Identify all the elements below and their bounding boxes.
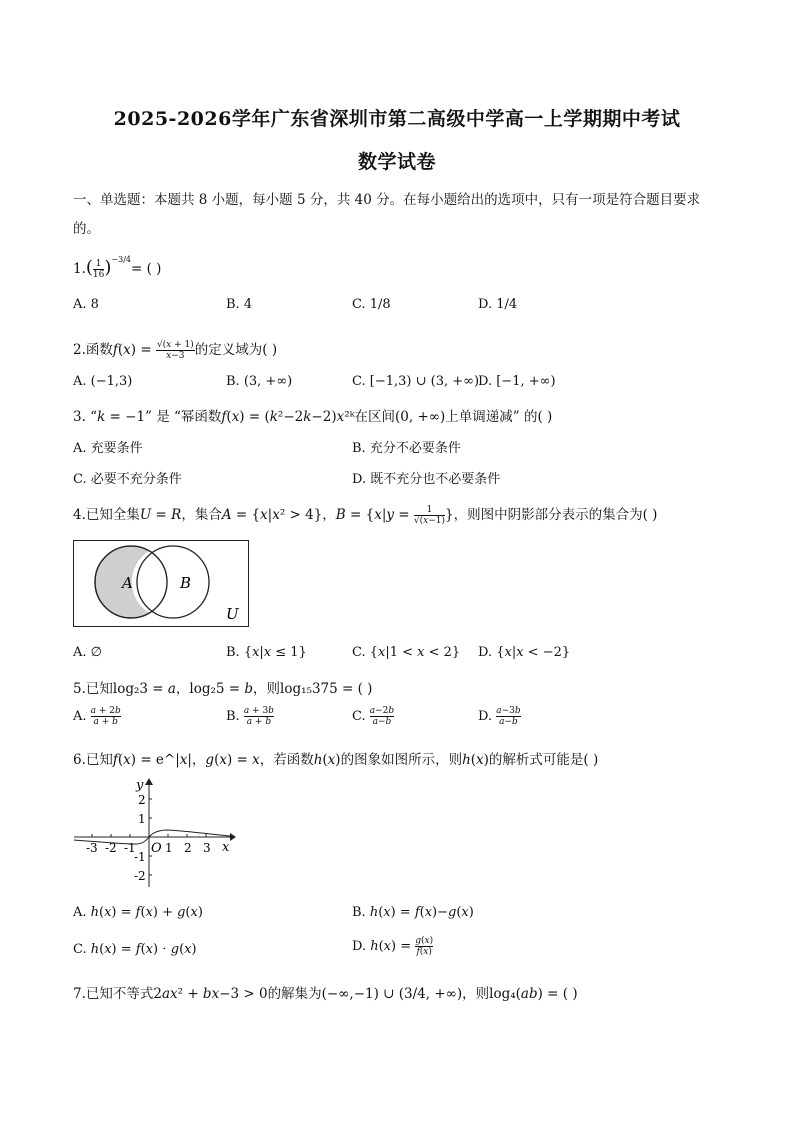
q4-stem: 4.已知全集𝑈 = 𝑅，集合𝐴 = {𝑥|𝑥² > 4}，𝐵 = {𝑥|𝑦 = 1 √(𝑥−1) }，则图中阴影部分表示的集合为( ): [73, 505, 658, 526]
y-tick-label: 1: [138, 812, 146, 826]
q4-option-d[interactable]: D. {𝑥|𝑥 < −2}: [478, 645, 571, 660]
q2-option-b[interactable]: B. (3, +∞): [226, 374, 293, 389]
q2-option-d[interactable]: D. [−1, +∞): [478, 374, 556, 389]
q3-stem: 3. “𝑘 = −1” 是 “幂函数𝑓(𝑥) = (𝑘²−2𝑘−2)𝑥²ᵏ在区间(0, +∞)上单调递减” 的( ): [73, 409, 553, 425]
venn-label-b: B: [180, 574, 192, 592]
q3-option-b[interactable]: B. 充分不必要条件: [352, 441, 461, 456]
q3-option-d[interactable]: D. 既不充分也不必要条件: [352, 472, 501, 487]
venn-label-a: A: [122, 574, 133, 592]
q1-option-a[interactable]: A. 8: [73, 297, 99, 312]
section-heading: 一、单选题：本题共 8 小题，每小题 5 分，共 40 分。在每小题给出的选项中，只有一项是符合题目要求: [73, 192, 701, 208]
q2-option-a[interactable]: A. (−1,3): [73, 374, 133, 389]
x-axis-arrow: [230, 833, 236, 841]
q4-option-b[interactable]: B. {𝑥|𝑥 ≤ 1}: [226, 645, 307, 660]
y-axis-arrow: [145, 778, 153, 785]
q7-stem: 7.已知不等式2𝑎𝑥² + 𝑏𝑥−3 > 0的解集为(−∞,−1) ∪ (3/4, +∞)，则log₄(𝑎𝑏) = ( ): [73, 986, 578, 1002]
q1-option-c[interactable]: C. 1/8: [352, 297, 391, 312]
x-tick-label: -3: [86, 841, 98, 855]
section-heading-cont: 的。: [73, 221, 100, 237]
x-tick-label: -2: [105, 841, 117, 855]
page-subtitle: 数学试卷: [357, 151, 436, 173]
y-axis-label: y: [136, 778, 144, 793]
x-axis-label: x: [222, 840, 230, 855]
q1-option-d[interactable]: D. 1/4: [478, 297, 518, 312]
venn-label-u: U: [226, 605, 239, 623]
q5-stem: 5.已知log₂3 = 𝑎，log₂5 = 𝑏，则log₁₅375 = ( ): [73, 681, 373, 697]
q4-option-c[interactable]: C. {𝑥|1 < 𝑥 < 2}: [352, 645, 461, 660]
q5-option-d[interactable]: D. 𝑎−3𝑏 𝑎−𝑏: [478, 706, 521, 727]
q2-option-c[interactable]: C. [−1,3) ∪ (3, +∞): [352, 374, 480, 389]
x-tick-label: 2: [184, 841, 192, 855]
q5-option-b[interactable]: B. 𝑎 + 3𝑏 𝑎 + 𝑏: [226, 706, 274, 727]
origin-label: O: [151, 841, 162, 856]
y-tick-label: 2: [138, 793, 146, 807]
q6-option-d[interactable]: D. ℎ(𝑥) = 𝑔(𝑥) 𝑓(𝑥): [352, 936, 434, 957]
q1-stem: 1.( $\frac{1}{16}$ )$^{-3/4}$= ( ): [73, 254, 162, 280]
q4-option-a[interactable]: A. ∅: [73, 645, 102, 660]
q6-option-b[interactable]: B. ℎ(𝑥) = 𝑓(𝑥)−𝑔(𝑥): [352, 905, 474, 920]
y-tick-label: -2: [134, 869, 146, 883]
q6-option-a[interactable]: A. ℎ(𝑥) = 𝑓(𝑥) + 𝑔(𝑥): [73, 905, 203, 920]
x-tick-label: 1: [165, 841, 173, 855]
x-tick-label: -1: [124, 841, 136, 855]
q5-option-a[interactable]: A. 𝑎 + 2𝑏 𝑎 + 𝑏: [73, 706, 121, 727]
x-tick-label: 3: [203, 841, 211, 855]
q1-option-b[interactable]: B. 4: [226, 297, 253, 312]
q3-option-c[interactable]: C. 必要不充分条件: [73, 472, 182, 487]
q2-stem: 2.函数𝑓(𝑥) = √(𝑥 + 1) 𝑥−3 的定义域为( ): [73, 340, 278, 361]
q6-option-c[interactable]: C. ℎ(𝑥) = 𝑓(𝑥) ⋅ 𝑔(𝑥): [73, 942, 197, 957]
q3-option-a[interactable]: A. 充要条件: [73, 441, 143, 456]
venn-diagram: [73, 540, 249, 627]
function-graph: [70, 775, 240, 890]
q6-stem: 6.已知𝑓(𝑥) = e^|𝑥|，𝑔(𝑥) = 𝑥，若函数ℎ(𝑥)的图象如图所示，则ℎ(𝑥)的解析式可能是( ): [73, 752, 599, 768]
page-title: 2025-2026学年广东省深圳市第二高级中学高一上学期期中考试: [113, 108, 681, 130]
q5-option-c[interactable]: C. 𝑎−2𝑏 𝑎−𝑏: [352, 706, 395, 727]
y-tick-label: -1: [134, 850, 146, 864]
